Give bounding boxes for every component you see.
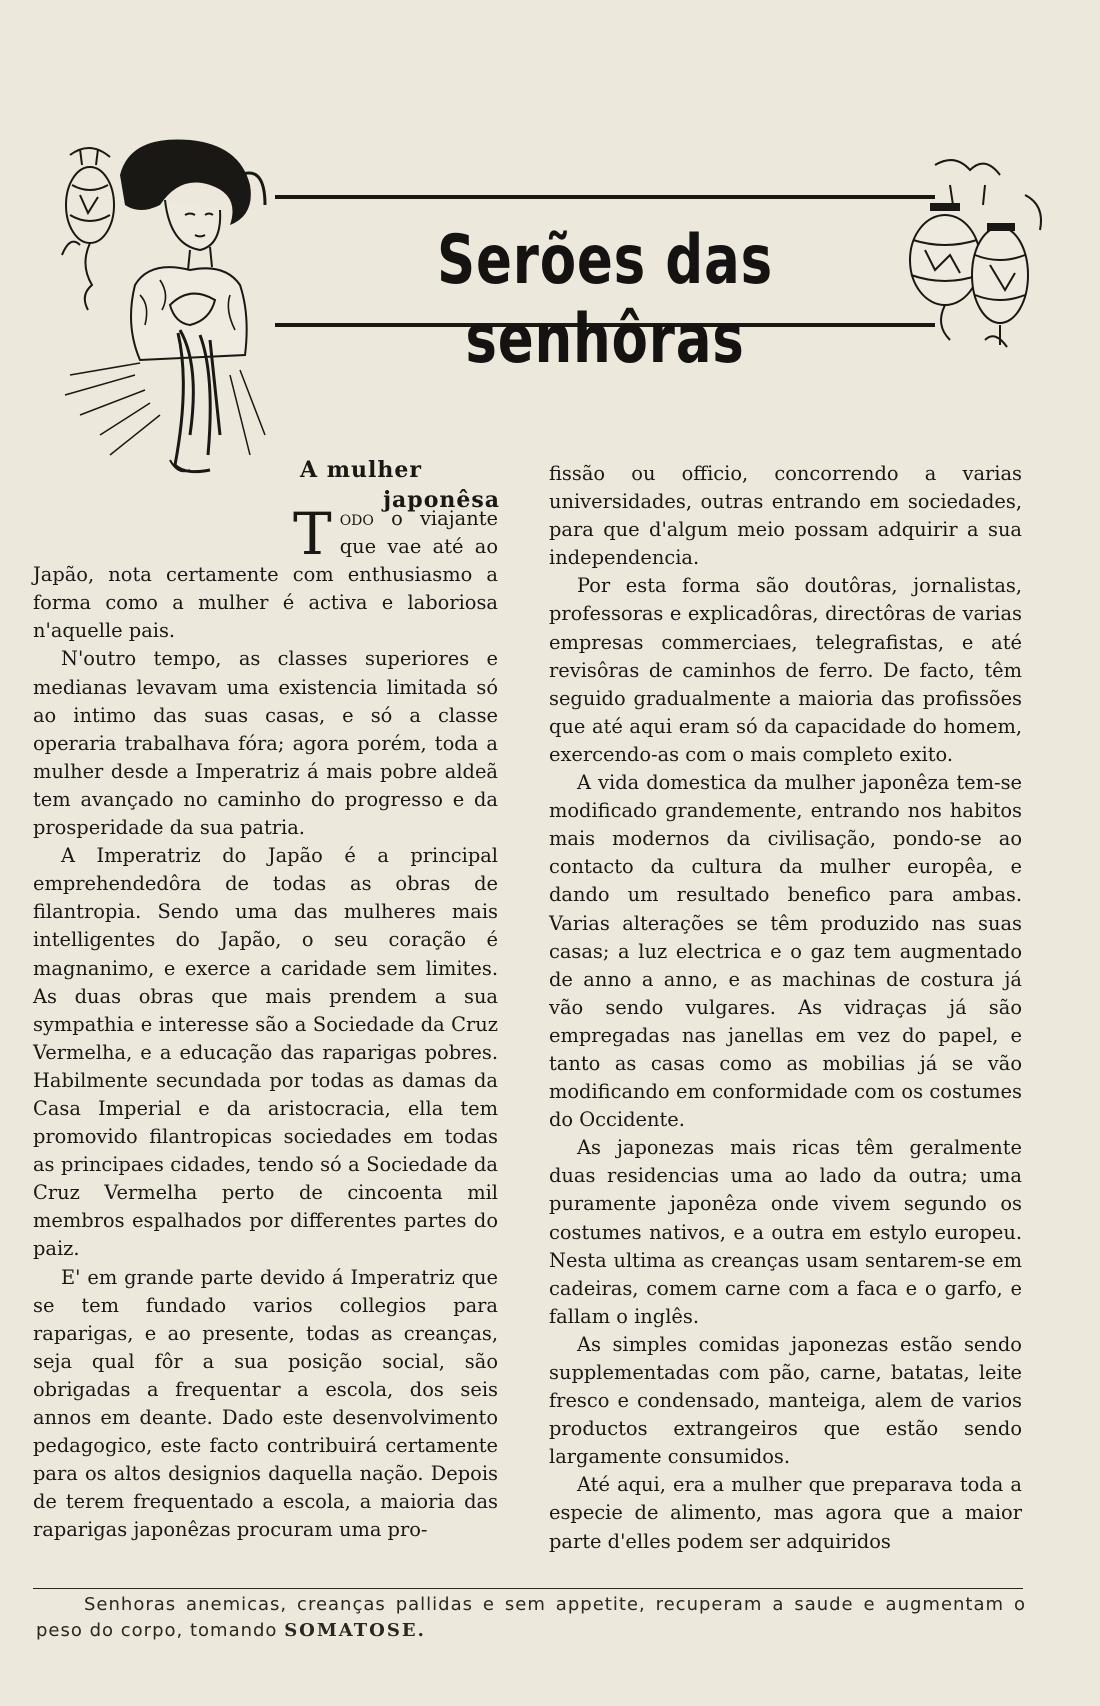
lead-smallcaps: odo — [339, 507, 374, 530]
article-heading-line1: A mulher — [300, 457, 422, 483]
footer-text: Senhoras anemicas, creanças pallidas e sem appetite, recuperam a saude e augmentam o peso do corpo, tomando — [36, 1594, 1026, 1641]
footer-brand: SOMATOSE. — [284, 1620, 426, 1641]
lead-paragraph — [33, 500, 498, 645]
paragraph: Até aqui, era a mulher que preparava toda a especie de alimento, mas agora que a maior parte d'elles podem ser adquiridos — [549, 1473, 1022, 1553]
paragraph: As japonezas mais ricas têm geralmente duas residencias uma ao lado da outra; uma puramente japonêza onde vivem segundo os costumes nativos, e a outra em estylo europeu. Nesta ultima as creanças usam sentarem-se em cadeiras, comem carne com a faca e o garfo, e fallam o inglês. — [549, 1136, 1022, 1328]
paragraph: A Imperatriz do Japão é a principal emprehendedôra de todas as obras de filantropia. Sendo uma das mulheres mais intelligentes do Japão, o seu coração é magnanimo, e exerce a caridade sem limites. As duas obras que mais prendem a sua sympathia e interesse são a Sociedade da Cruz Vermelha, e a educação das raparigas pobres. Habilmente secundada por todas as damas da Casa Imperial e da aristocracia, ella tem promovido filantropicas sociedades em todas as principaes cidades, tendo só a Sociedade da Cruz Vermelha perto de cincoenta mil membros espalhados por differentes partes do paiz. — [33, 844, 498, 1261]
title-frame — [275, 195, 935, 379]
lead-text: o viajante que vae até ao Japão, nota certamente com enthusiasmo a forma como a mulher é activa e laboriosa n'aquelle pais. — [33, 507, 498, 643]
paragraph: Por esta forma são doutôras, jornalistas, professoras e explicadôras, directôras de varias empresas commerciaes, telegrafistas, e até revisôras de caminhos de ferro. De facto, têm seguido gradualmente a maioria das profissões que até aqui eram só da capacidade do homem, exercendo-as com o mais completo exito. — [549, 574, 1022, 766]
paragraph: As simples comidas japonezas estão sendo supplementadas com pão, carne, batatas, leite fresco e condensado, manteiga, alem de varios productos extrangeiros que estão sendo largamente consumidos. — [549, 1332, 1022, 1469]
footer-divider — [33, 1588, 1023, 1589]
woman-illustration — [50, 135, 300, 495]
article-heading-line2: japonêsa — [383, 487, 500, 513]
left-column — [33, 500, 498, 1544]
paragraph-continued: fissão ou officio, concorrendo a varias universidades, outras entrando em sociedades, para que d'algum meio possam adquirir a sua independencia. — [549, 462, 1022, 570]
right-column — [549, 460, 1022, 1556]
paragraph: E' em grande parte devido á Imperatriz que se tem fundado varios collegios para raparigas, e ao presente, todas as creanças, seja qual fôr a sua posição social, são obrigadas a frequentar a escola, dos seis annos em deante. Dado este desenvolvimento pedagogico, este facto contribuirá certamente para os altos designios daquella nação. Depois de terem frequentado a escola, a maioria das raparigas japonêzas procuram uma pro- — [33, 1265, 498, 1542]
page-title: Serões das senhôras — [437, 221, 773, 379]
drop-cap: T — [293, 500, 332, 568]
paragraph: N'outro tempo, as classes superiores e medianas levavam uma existencia limitada só ao intimo das suas casas, e só a classe operaria trabalhava fóra; agora porém, toda a mulher desde a Imperatriz á mais pobre aldeã tem avançado no caminho do progresso e da prosperidade da sua patria. — [33, 647, 498, 840]
footer-advert — [36, 1592, 1026, 1644]
header-vignette — [50, 135, 1050, 505]
paragraph: A vida domestica da mulher japonêza tem-se modificado grandemente, entrando nos habitos mais modernos da civilisação, pondo-se ao contacto da cultura da mulher europêa, e dando um resultado benefico para ambas. Varias alterações se têm produzido nas suas casas; a luz electrica e o gaz tem augmentado de anno a anno, e as machinas de costura já vão sendo vulgares. As vidraças já são empregadas nas janellas em vez do papel, e tanto as casas como as mobilias já se vão modificando em conformidade com os costumes do Occidente. — [549, 771, 1022, 1132]
